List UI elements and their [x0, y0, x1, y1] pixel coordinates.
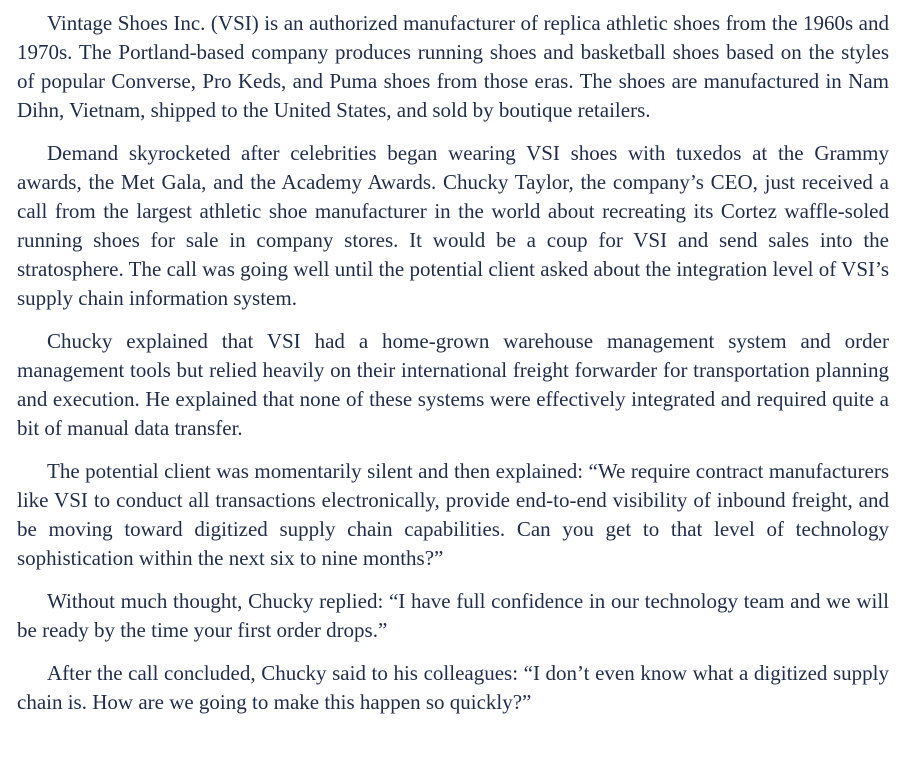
- paragraph-after-call: After the call concluded, Chucky said to his colleagues: “I don’t even know what a digitized supply chain is. How are we going to make this happen so quickly?”: [17, 661, 889, 714]
- paragraph-chucky-reply: Without much thought, Chucky replied: “I have full confidence in our technology team and we will be ready by the time your first order drops.”: [17, 589, 889, 642]
- paragraph-company-intro: Vintage Shoes Inc. (VSI) is an authorized manufacturer of replica athletic shoes from the 1960s and 1970s. The Portland-based company produces running shoes and basketball shoes based on the styles of popular Converse, Pro Keds, and Puma shoes from those eras. The shoes are manufactured in Nam Dihn, Vietnam, shipped to the United States, and sold by boutique retailers.: [17, 11, 889, 122]
- document-body: [17, 9, 889, 717]
- paragraph-systems-explanation: Chucky explained that VSI had a home-grown warehouse management system and order management tools but relied heavily on their international freight forwarder for transportation planning and execution. He explained that none of these systems were effectively integrated and required quite a bit of manual data transfer.: [17, 329, 889, 440]
- paragraph-client-requirements: The potential client was momentarily silent and then explained: “We require contract manufacturers like VSI to conduct all transactions electronically, provide end-to-end visibility of inbound freight, and be moving toward digitized supply chain capabilities. Can you get to that level of technology sophistication within the next six to nine months?”: [17, 459, 889, 570]
- paragraph-demand-call: Demand skyrocketed after celebrities began wearing VSI shoes with tuxedos at the Grammy awards, the Met Gala, and the Academy Awards. Chucky Taylor, the company’s CEO, just received a call from the largest athletic shoe manufacturer in the world about recreating its Cortez waffle-soled running shoes for sale in company stores. It would be a coup for VSI and send sales into the stratosphere. The call was going well until the potential client asked about the integration level of VSI’s supply chain information system.: [17, 141, 889, 310]
